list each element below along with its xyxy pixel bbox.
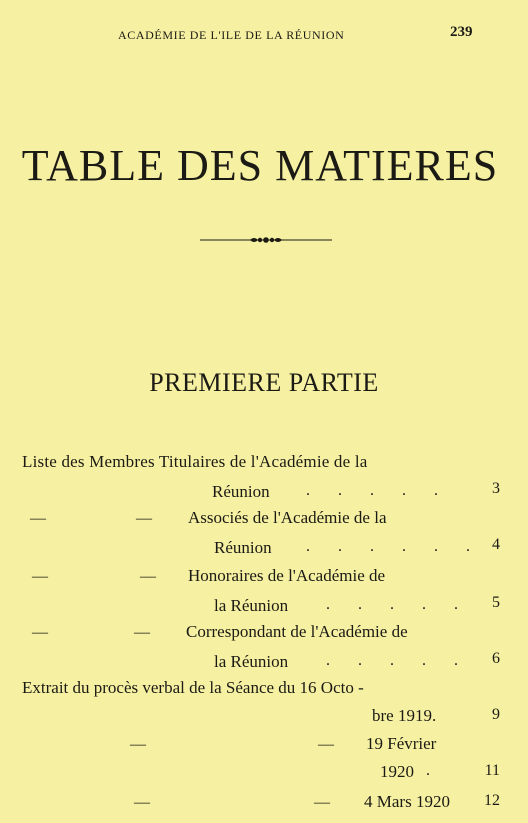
toc-entry-title: Liste des Membres Titulaires de l'Académie de la — [22, 452, 368, 471]
toc-entry-title: Extrait du procès verbal de la Séance du 16 Octo - — [22, 678, 364, 697]
toc-entry-title: Associés de l'Académie de la — [188, 508, 387, 527]
leader-dots: . . . . . — [306, 482, 450, 499]
ditto-dash: — — [140, 568, 156, 585]
toc-entry-continuation: Réunion — [214, 538, 272, 557]
ditto-dash: — — [32, 568, 48, 585]
ditto-dash: — — [30, 510, 46, 527]
toc-entry-title: Honoraires de l'Académie de — [188, 566, 386, 585]
ditto-dash: — — [134, 624, 150, 641]
ditto-dash: — — [136, 510, 152, 527]
page-title: TABLE DES MATIERES — [21, 141, 499, 190]
running-header: ACADÉMIE DE L'ILE DE LA RÉUNION — [118, 28, 345, 42]
toc-page-number: 3 — [492, 480, 500, 497]
toc-entry-title: Correspondant de l'Académie de — [186, 622, 408, 641]
toc-page-number: 4 — [492, 536, 500, 553]
toc-page-number: 11 — [484, 762, 500, 779]
section-heading: PREMIERE PARTIE — [149, 368, 379, 397]
ditto-dash: — — [32, 624, 48, 641]
ornament-divider-icon — [200, 232, 332, 248]
leader-dots: . . . . . . — [306, 538, 482, 555]
toc-page-number: 5 — [492, 594, 500, 611]
toc-page-number: 12 — [484, 792, 500, 809]
leader-dots: . — [426, 762, 442, 779]
toc-page-number: 9 — [492, 706, 500, 723]
page-number: 239 — [450, 24, 473, 40]
ditto-dash: — — [130, 736, 146, 753]
leader-dots: . . . . . — [326, 596, 470, 613]
toc-entry-continuation: 1920 — [380, 762, 414, 781]
toc-entry-title: 19 Février — [366, 734, 437, 753]
toc-entry-continuation: Réunion — [212, 482, 270, 501]
ditto-dash: — — [318, 736, 334, 753]
toc-entry-continuation: la Réunion — [214, 596, 289, 615]
toc-entry-continuation: bre 1919. — [372, 706, 437, 725]
leader-dots: . . . . . — [326, 652, 470, 669]
ditto-dash: — — [314, 794, 330, 811]
toc-page-number: 6 — [492, 650, 500, 667]
toc-entry-continuation: la Réunion — [214, 652, 289, 671]
ditto-dash: — — [134, 794, 150, 811]
toc-entry-title: 4 Mars 1920 — [364, 792, 450, 811]
